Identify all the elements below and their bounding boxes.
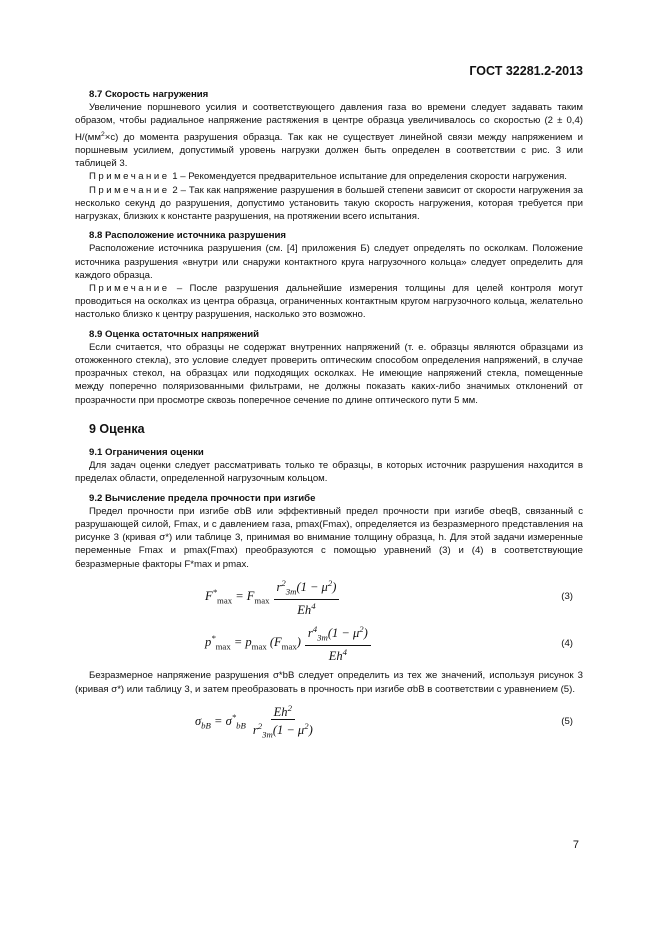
section-heading-8-8: 8.8 Расположение источника разрушения bbox=[89, 230, 287, 242]
page-body bbox=[75, 88, 583, 748]
equation-number: (3) bbox=[561, 591, 573, 603]
note-2: Примечание 2 – Так как напряжение разрушения в большей степени зависит от скорости нагружения за несколько секунд до разрушения, допустимо установить такую скорость нагружения, которая требуется при нагрузках, близких к константе разрушения, на протяжении всего испытания. bbox=[75, 184, 583, 223]
document-code: ГОСТ 32281.2-2013 bbox=[469, 64, 583, 78]
note-1: Примечание 1 – Рекомендуется предварительное испытание для определения скорости нагружения. bbox=[89, 171, 567, 183]
equation-3: $F^*_{max} = F_{max}$ $\frac{r^2_{3m}(1 - \mu^2)}{Eh^4}$ (3) bbox=[205, 577, 573, 617]
section-heading-8-9: 8.9 Оценка остаточных напряжений bbox=[89, 328, 260, 340]
equation-number: (4) bbox=[561, 637, 573, 649]
section-heading-8-7: 8.7 Скорость нагружения bbox=[89, 89, 209, 100]
paragraph: Предел прочности при изгибе σbB или эффективный предел прочности при изгибе σbeqB, связанный с разрушающей силой, Fmax, и с давлением газа, pmax(Fmax), определяется из безразмерного представления на рисунке 3 (кривая σ*) или таблице 3, принимая во внимание толщину образца, h. Для этой задачи измеренные переменные Fmax и pmax(Fmax) преобразуются с помощью уравнений (3) и (4) в соответствующие безразмерные факторы F*max и pmax. bbox=[75, 505, 583, 570]
section-heading-9-2: 9.2 Вычисление предела прочности при изгибе bbox=[89, 492, 316, 504]
equation-5: $\sigma_{bB} = \sigma^*_{bB}$ $\frac{Eh^2}{r^2_{3m}(1 - \mu^2)}$ (5) bbox=[195, 702, 573, 740]
paragraph: Безразмерное напряжение разрушения σ*bB следует определить из тех же значений, используя рисунок 3 (кривая σ*) или таблицу 3, и затем преобразовать в прочность при изгибе σbB в соответствии с уравнением (5). bbox=[75, 670, 583, 695]
paragraph: Если считается, что образцы не содержат внутренних напряжений (т. е. образцы являются образцами из отожженного стекла), это условие следует проверить оптическим способом определения напряжений, в случае прозрачных стекол, на образцах или подходящих осколках. Не имеющие напряжений стекла, помещенные между поперечно поляризованными фильтрами, не должны показать каких-либо значимых отклонений от прозрачности при просмотре сквозь поперечное сечение по длине оптического пути 5 мм. bbox=[75, 341, 583, 406]
paragraph: Расположение источника разрушения (см. [4] приложения Б) следует определять по осколкам. Положение источника разрушения «внутри или снаружи контактного круга нагрузочного кольца» следует определить для каждого образца. bbox=[75, 243, 583, 281]
page-number: 7 bbox=[572, 839, 579, 851]
paragraph: Увеличение поршневого усилия и соответствующего давления газа во времени следует задавать таким образом, чтобы радиальное напряжение растяжения в центре образца увеличивалось со скоростью (2 ± 0,4) $Н/(мм^2\times с)$ до момента разрушения образца. Так как не существует линейной связи между напряжением и поршневым усилием, допустимый уровень нагрузки должен быть определен в соответствии с рис. 3 или таблицей 3. bbox=[75, 102, 583, 170]
chapter-heading-9: 9 Оценка bbox=[89, 421, 145, 436]
section-heading-9-1: 9.1 Ограничения оценки bbox=[89, 447, 204, 459]
equation-number: (5) bbox=[561, 716, 573, 728]
equation-4: $p^*_{max} = p_{max}$ $(F_{max})$ $\frac{r^4_{3m}(1 - \mu^2)}{Eh^4}$ (4) bbox=[205, 624, 573, 664]
paragraph: Для задач оценки следует рассматривать только те образцы, в которых источник разрушения находится в пределах области, определенной нагрузочным кольцом. bbox=[75, 460, 583, 485]
note: Примечание – После разрушения дальнейшие измерения толщины для целей контроля могут проводиться на осколках из центра образца, ограниченных контактным кругом нагрузочного кольца, желательно настолько близко к центру разрушения, насколько это возможно. bbox=[75, 283, 583, 321]
